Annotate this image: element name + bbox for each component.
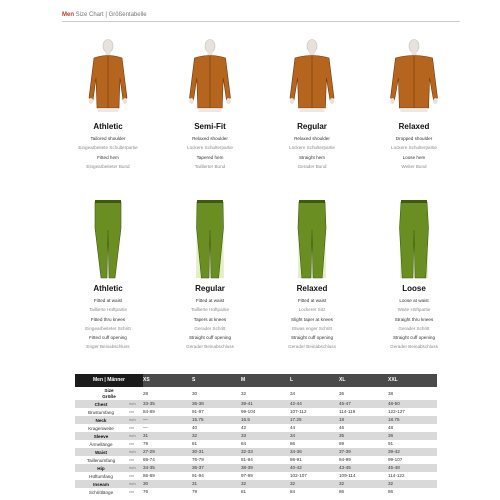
table-cell: 28 [143, 390, 149, 396]
table-cell: 32 [192, 432, 241, 440]
table-cell: 32 [290, 480, 339, 488]
table-cell: 91-97 [192, 409, 204, 414]
table-cell: 107-112 [290, 409, 307, 414]
row-label-en: Chest [75, 400, 127, 408]
table-cell: 38 [388, 390, 394, 396]
table-cell: 34 [290, 432, 339, 440]
jacket-fit-semi-fit [164, 38, 256, 171]
table-cell: 94-99 [339, 457, 351, 462]
pant-fit-line: Lockerer Sitz [298, 307, 326, 313]
unit-label: cm [129, 442, 134, 446]
pant-fit-relaxed [266, 198, 358, 352]
unit-label: cm [129, 426, 134, 430]
table-cell: 86 [388, 489, 394, 494]
unit-label: inch [127, 480, 143, 488]
table-cell: 84-89 [143, 409, 155, 414]
pants-figure-icon [83, 198, 133, 280]
row-label-en: Neck [75, 416, 127, 424]
brand-label: Men [62, 12, 74, 18]
jacket-fit-relaxed [368, 38, 460, 171]
pant-fit-line: Loose at waist [399, 298, 429, 303]
table-row [75, 424, 437, 432]
pants-figure-icon [389, 198, 439, 280]
row-label-de: Schrittlänge [88, 489, 114, 495]
pant-fit-line: Straight cuff opening [188, 335, 232, 341]
table-row [75, 387, 437, 400]
table-row [75, 400, 437, 408]
table-cell: 30 [143, 480, 192, 488]
table-cell: 33-35 [143, 400, 192, 408]
pant-fit-line: Enger Beinabschluss [86, 344, 130, 350]
pant-fit-line: Gerader Schritt [398, 325, 430, 331]
table-cell: 114-122 [388, 473, 405, 478]
jacket-fit-line: Loose hem [402, 154, 426, 160]
row-label [75, 387, 143, 400]
jacket-fit-line: Weiter Bund [401, 163, 427, 169]
jacket-fit-line: Gerader Bund [297, 163, 327, 169]
table-cell: 36-37 [192, 464, 241, 472]
pant-fit-line: Gerader Beinabschluss [390, 344, 438, 350]
pant-fit-line: Eingearbeiteter Schritt [85, 325, 131, 331]
table-cell: 97-99 [241, 473, 253, 478]
jacket-fit-line: Straight hem [298, 154, 326, 160]
row-label-en: Waist [75, 448, 127, 456]
table-row [75, 464, 437, 472]
header-title: Size Chart | Größentabelle [74, 12, 147, 18]
table-cell: 48-50 [388, 400, 437, 408]
pant-fit-line: Gerader Beinabschluss [186, 344, 234, 350]
table-row [75, 432, 437, 440]
unit-label: cm [129, 458, 134, 462]
pant-fits-row [62, 198, 460, 352]
table-cell: 76 [143, 489, 149, 494]
table-cell: 43-45 [339, 464, 388, 472]
table-cell: 32 [339, 480, 388, 488]
jacket-fit-name: Semi-Fit [194, 122, 226, 131]
jacket-fit-line: Lockere Schulterpartie [289, 145, 335, 151]
table-cell: 17.25 [290, 416, 339, 424]
size-header-s: S [192, 374, 241, 387]
pant-fit-name: Regular [195, 284, 225, 293]
row-label-de: Taillenumfang [86, 457, 116, 463]
table-cell: 31 [143, 432, 192, 440]
jacket-fit-line: Tapered hem [196, 154, 224, 160]
table-row [75, 440, 437, 448]
unit-label: inch [127, 400, 143, 408]
jacket-fit-line: Relaxed shoulder [192, 136, 228, 141]
size-header-xxl: XXL [388, 374, 437, 387]
size-table-body [75, 387, 437, 496]
jacket-fit-line: Fitted hem [97, 154, 119, 160]
table-cell: 32 [241, 390, 247, 396]
row-label-en: Hip [75, 464, 127, 472]
pant-fit-line: Slight taper at knees [291, 316, 333, 322]
table-cell: 36 [388, 432, 437, 440]
table-cell: 81-84 [241, 457, 253, 462]
unit-label: cm [129, 410, 134, 414]
size-table [75, 374, 437, 496]
pant-fit-line: Straight thru knees [394, 316, 434, 322]
size-table-header [75, 374, 437, 387]
pant-fit-loose [368, 198, 460, 352]
pant-fit-line: Fitted at waist [297, 298, 327, 303]
table-cell: 81 [192, 441, 198, 446]
table-cell: 42-44 [290, 400, 339, 408]
table-cell: 38-39 [241, 464, 290, 472]
table-cell: 39-41 [241, 400, 290, 408]
pants-figure-icon [287, 198, 337, 280]
table-cell: — [143, 425, 148, 430]
table-cell: 109-114 [339, 473, 356, 478]
jacket-fit-line: Taillierter Bund [194, 163, 226, 169]
pant-fit-line: Fitted at waist [93, 298, 123, 303]
table-cell: 114-119 [339, 409, 356, 414]
table-row [75, 480, 437, 488]
table-cell: 46 [339, 425, 345, 430]
table-cell: 102-107 [290, 473, 307, 478]
table-cell: 86 [290, 441, 296, 446]
table-cell: 37-39 [339, 448, 388, 456]
table-cell: 44 [290, 425, 296, 430]
table-cell: 31 [192, 480, 241, 488]
pant-fit-line: Fitted cuff opening [89, 335, 127, 341]
table-cell: 122-127 [388, 409, 405, 414]
row-label-de: Größe [102, 393, 116, 399]
table-cell: 89 [339, 441, 345, 446]
table-cell: 81 [241, 489, 247, 494]
jacket-fit-name: Relaxed [398, 122, 430, 131]
table-cell: — [143, 416, 192, 424]
unit-label: cm [129, 490, 134, 494]
jacket-fit-name: Regular [297, 122, 327, 131]
table-cell: 69-74 [143, 457, 155, 462]
table-cell: 35 [339, 432, 388, 440]
jacket-figure-icon [383, 38, 445, 118]
jacket-figure-icon [281, 38, 343, 118]
pant-fit-athletic [62, 198, 154, 352]
table-row [75, 488, 437, 496]
pant-fit-line: Fitted at waist [195, 298, 225, 303]
row-label-de: Brustumfang [87, 409, 115, 415]
row-label-de: Ärmellänge [89, 441, 113, 447]
table-cell: 34-36 [290, 448, 339, 456]
table-cell: 99-107 [388, 457, 403, 462]
table-cell: 99-104 [241, 409, 256, 414]
table-cell: 40 [192, 425, 198, 430]
jacket-fit-line: Tailored shoulder [90, 136, 126, 141]
pant-fit-line: Fitted thru knees [90, 316, 126, 322]
table-cell: 86-91 [290, 457, 302, 462]
size-header-xs: XS [143, 374, 192, 387]
table-cell: 32 [388, 480, 437, 488]
jacket-fit-line: Dropped shoulder [395, 136, 433, 141]
table-row [75, 408, 437, 416]
jacket-fits-row [62, 38, 460, 171]
size-header-xl: XL [339, 374, 388, 387]
pant-fit-name: Loose [402, 284, 426, 293]
table-cell: 27-29 [143, 448, 192, 456]
pant-fit-line: Weite Hüftpartie [397, 307, 431, 313]
pant-fit-name: Athletic [93, 284, 123, 293]
unit-label: inch [127, 416, 143, 424]
table-row [75, 416, 437, 424]
table-cell: 76-79 [192, 457, 204, 462]
table-cell: 30-31 [192, 448, 241, 456]
pant-fit-line: Gerader Beinabschluss [288, 344, 336, 350]
unit-label: inch [127, 432, 143, 440]
pant-fit-line: Gerader Schritt [194, 325, 226, 331]
table-cell: 84 [290, 489, 296, 494]
table-cell: 48 [388, 425, 394, 430]
table-cell: 30 [192, 390, 198, 396]
table-cell: 15.75 [192, 416, 241, 424]
unit-label: inch [127, 464, 143, 472]
jacket-fit-regular [266, 38, 358, 171]
pant-fit-name: Relaxed [296, 284, 328, 293]
jacket-fit-line: Eingearbeitete Schulterpartie [78, 145, 138, 151]
table-row [75, 456, 437, 464]
table-cell: 16.5 [241, 416, 290, 424]
pant-fit-regular [164, 198, 256, 352]
table-cell: 34 [290, 390, 296, 396]
pant-fit-line: Straight cuff opening [290, 335, 334, 341]
jacket-fit-line: Relaxed shoulder [294, 136, 330, 141]
row-label-en: Inseam [75, 480, 127, 488]
table-cell: 42 [241, 425, 247, 430]
pant-fit-line: Taillierte Hüftpartie [88, 307, 128, 313]
unit-label: inch [127, 448, 143, 456]
table-cell: 84 [241, 441, 247, 446]
jacket-fit-line: Eingearbeiteter Bund [86, 163, 130, 169]
page-header [62, 12, 147, 18]
jacket-fit-name: Athletic [93, 122, 123, 131]
jacket-fit-line: Lockere Schulterpartie [187, 145, 233, 151]
table-cell: 32-33 [241, 448, 290, 456]
table-cell: 18 [339, 416, 388, 424]
row-label-en: Sleeve [75, 432, 127, 440]
row-label-de: Kragenweite [88, 425, 114, 431]
table-row [75, 472, 437, 480]
table-cell: 79 [192, 489, 198, 494]
table-cell: 86-89 [143, 473, 155, 478]
jacket-figure-icon [179, 38, 241, 118]
pant-fit-line: Tapers at knees [193, 316, 227, 322]
table-row [75, 448, 437, 456]
pant-fit-line: Etwas enger Schritt [292, 325, 332, 331]
unit-label: cm [129, 474, 134, 478]
pants-figure-icon [185, 198, 235, 280]
header-divider [62, 21, 460, 22]
table-cell: 34-35 [143, 464, 192, 472]
row-label-de: Hüftumfang [89, 473, 113, 479]
table-cell: 32 [241, 480, 290, 488]
table-cell: 79 [143, 441, 149, 446]
table-cell: 18.75 [388, 416, 437, 424]
table-cell: 33 [241, 432, 290, 440]
table-cell: 91 [388, 441, 394, 446]
pant-fit-line: Taillierte Hüftpartie [190, 307, 230, 313]
table-cell: 39-42 [388, 448, 437, 456]
table-cell: 45-48 [388, 464, 437, 472]
size-header-m: M [241, 374, 290, 387]
row-label-en: Size [104, 387, 114, 393]
table-cell: 45-47 [339, 400, 388, 408]
size-table-corner: Men | Männer [75, 374, 143, 387]
table-cell: 86 [339, 489, 345, 494]
jacket-fit-line: Lockere Schulterpartie [391, 145, 437, 151]
table-cell: 40-42 [290, 464, 339, 472]
jacket-fit-athletic [62, 38, 154, 171]
size-header-l: L [290, 374, 339, 387]
pant-fit-line: Straight cuff opening [392, 335, 436, 341]
jacket-figure-icon [77, 38, 139, 118]
table-cell: 36 [339, 390, 345, 396]
table-cell: 36-38 [192, 400, 241, 408]
table-cell: 91-94 [192, 473, 204, 478]
